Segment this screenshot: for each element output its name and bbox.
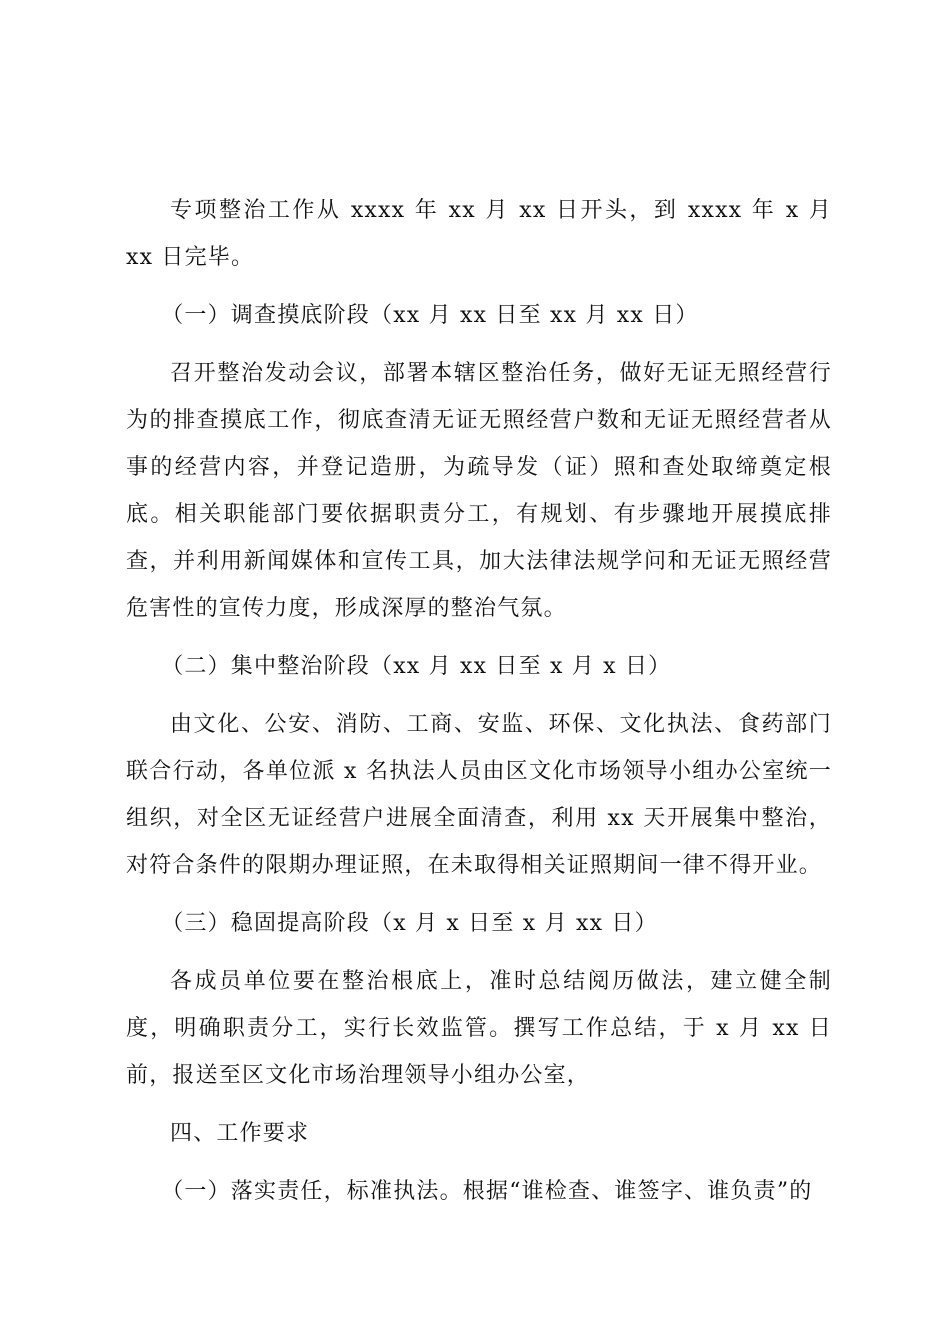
document-body: [126, 187, 832, 1226]
paragraph-phase-3: 各成员单位要在整治根底上，准时总结阅历做法，建立健全制度，明确职责分工，实行长效监管。撰写工作总结，于 x 月 xx 日前，报送至区文化市场治理领导小组办公室，: [126, 969, 832, 1088]
paragraph-timeline: 专项整治工作从 xxxx 年 xx 月 xx 日开头，到 xxxx 年 x 月 xx 日完毕。: [126, 198, 832, 270]
heading-phase-3: （三）稳固提高阶段（x 月 x 日至 x 月 xx 日）: [161, 911, 658, 936]
heading-work-requirements: 四、工作要求: [170, 1121, 310, 1146]
heading-phase-2: （二）集中整治阶段（xx 月 xx 日至 x 月 x 日）: [161, 654, 672, 679]
paragraph-requirement-1: （一）落实责任，标准执法。根据“谁检查、谁签字、谁负责”的: [161, 1179, 813, 1204]
heading-phase-1: （一）调查摸底阶段（xx 月 xx 日至 xx 月 xx 日）: [161, 303, 699, 328]
paragraph-phase-2: 由文化、公安、消防、工商、安监、环保、文化执法、食药部门联合行动，各单位派 x 名执法人员由区文化市场领导小组办公室统一组织，对全区无证经营户进展全面清查，利用 xx 天开展集中整治，对符合条件的限期办理证照，在未取得相关证照期间一律不得开业。: [126, 712, 832, 878]
paragraph-phase-1: 召开整治发动会议，部署本辖区整治任务，做好无证无照经营行为的排查摸底工作，彻底查清无证无照经营户数和无证无照经营者从事的经营内容，并登记造册，为疏导发（证）照和查处取缔奠定根底。相关职能部门要依据职责分工，有规划、有步骤地开展摸底排查，并利用新闻媒体和宣传工具，加大法律法规学问和无证无照经营危害性的宣传力度，形成深厚的整治气氛。: [126, 361, 832, 621]
